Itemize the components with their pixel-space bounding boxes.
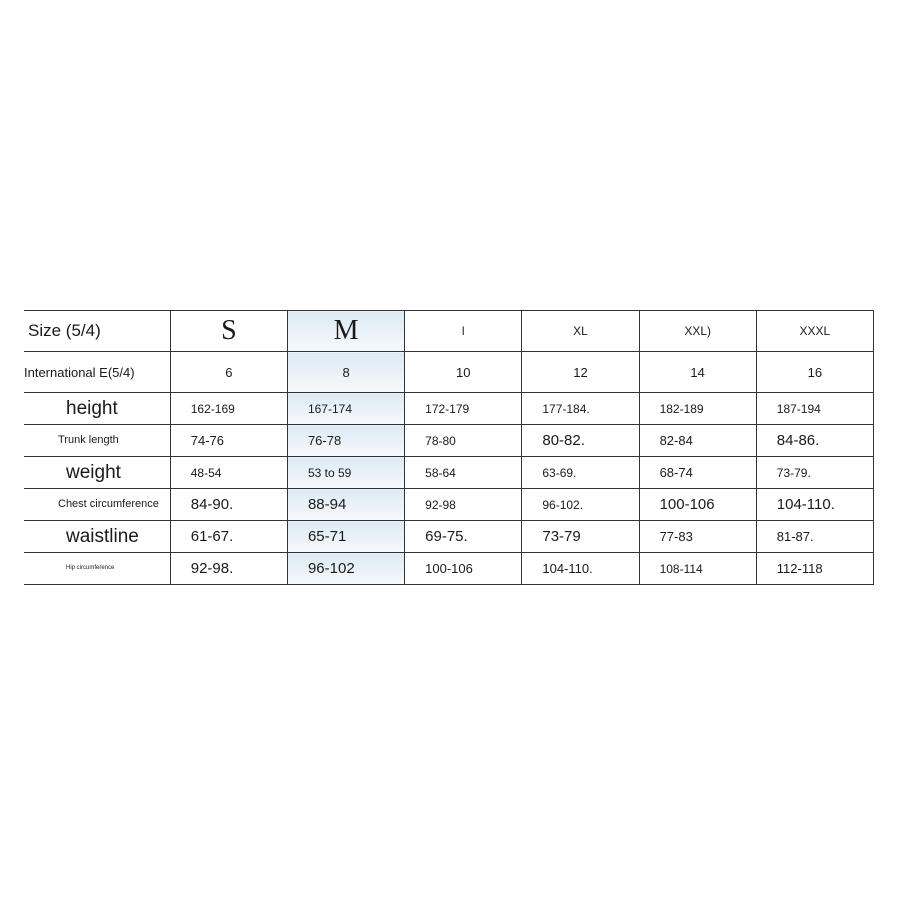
size-chart-table xyxy=(24,310,874,585)
measure-cell: 78-80 xyxy=(405,425,522,457)
international-row xyxy=(24,352,874,393)
international-label: International E(5/4) xyxy=(24,352,170,393)
measure-cell: 100-106 xyxy=(639,489,756,521)
measure-cell: 53 to 59 xyxy=(287,457,404,489)
measure-cell: 84-90. xyxy=(170,489,287,521)
measure-cell: 81-87. xyxy=(756,521,873,553)
weight-row xyxy=(24,457,874,489)
measure-cell: 96-102. xyxy=(522,489,639,521)
measure-cell: 177-184. xyxy=(522,393,639,425)
measure-cell: 82-84 xyxy=(639,425,756,457)
size-xl: XL xyxy=(522,311,639,352)
measure-cell: 63-69. xyxy=(522,457,639,489)
waistline-row xyxy=(24,521,874,553)
measure-cell: 182-189 xyxy=(639,393,756,425)
measure-cell: 100-106 xyxy=(405,553,522,585)
measure-cell: 74-76 xyxy=(170,425,287,457)
trunk-length-label: Trunk length xyxy=(24,425,170,457)
hip-row xyxy=(24,553,874,585)
height-label: height xyxy=(24,393,170,425)
size-xxxl: XXXL xyxy=(756,311,873,352)
measure-cell: 80-82. xyxy=(522,425,639,457)
measure-cell: 172-179 xyxy=(405,393,522,425)
intl-value: 10 xyxy=(405,352,522,393)
measure-cell: 162-169 xyxy=(170,393,287,425)
chest-label: Chest circumference xyxy=(24,489,170,521)
measure-cell: 92-98. xyxy=(170,553,287,585)
trunk-length-row xyxy=(24,425,874,457)
hip-label: Hip circumference xyxy=(24,553,170,585)
measure-cell: 96-102 xyxy=(287,553,404,585)
intl-value: 6 xyxy=(170,352,287,393)
measure-cell: 73-79 xyxy=(522,521,639,553)
weight-label: weight xyxy=(24,457,170,489)
measure-cell: 58-64 xyxy=(405,457,522,489)
intl-value: 16 xyxy=(756,352,873,393)
measure-cell: 104-110. xyxy=(756,489,873,521)
size-s: S xyxy=(170,311,287,352)
size-l: l xyxy=(405,311,522,352)
intl-value: 12 xyxy=(522,352,639,393)
measure-cell: 65-71 xyxy=(287,521,404,553)
measure-cell: 84-86. xyxy=(756,425,873,457)
measure-cell: 167-174 xyxy=(287,393,404,425)
measure-cell: 77-83 xyxy=(639,521,756,553)
size-label: Size (5/4) xyxy=(24,311,170,352)
chest-row xyxy=(24,489,874,521)
waistline-label: waistline xyxy=(24,521,170,553)
measure-cell: 76-78 xyxy=(287,425,404,457)
measure-cell: 88-94 xyxy=(287,489,404,521)
height-row xyxy=(24,393,874,425)
measure-cell: 48-54 xyxy=(170,457,287,489)
measure-cell: 69-75. xyxy=(405,521,522,553)
measure-cell: 187-194 xyxy=(756,393,873,425)
size-m: M xyxy=(287,311,404,352)
measure-cell: 104-110. xyxy=(522,553,639,585)
measure-cell: 108-114 xyxy=(639,553,756,585)
size-row xyxy=(24,311,874,352)
measure-cell: 61-67. xyxy=(170,521,287,553)
intl-value: 8 xyxy=(287,352,404,393)
measure-cell: 68-74 xyxy=(639,457,756,489)
size-xxl: XXL) xyxy=(639,311,756,352)
measure-cell: 112-118 xyxy=(756,553,873,585)
measure-cell: 73-79. xyxy=(756,457,873,489)
measure-cell: 92-98 xyxy=(405,489,522,521)
intl-value: 14 xyxy=(639,352,756,393)
